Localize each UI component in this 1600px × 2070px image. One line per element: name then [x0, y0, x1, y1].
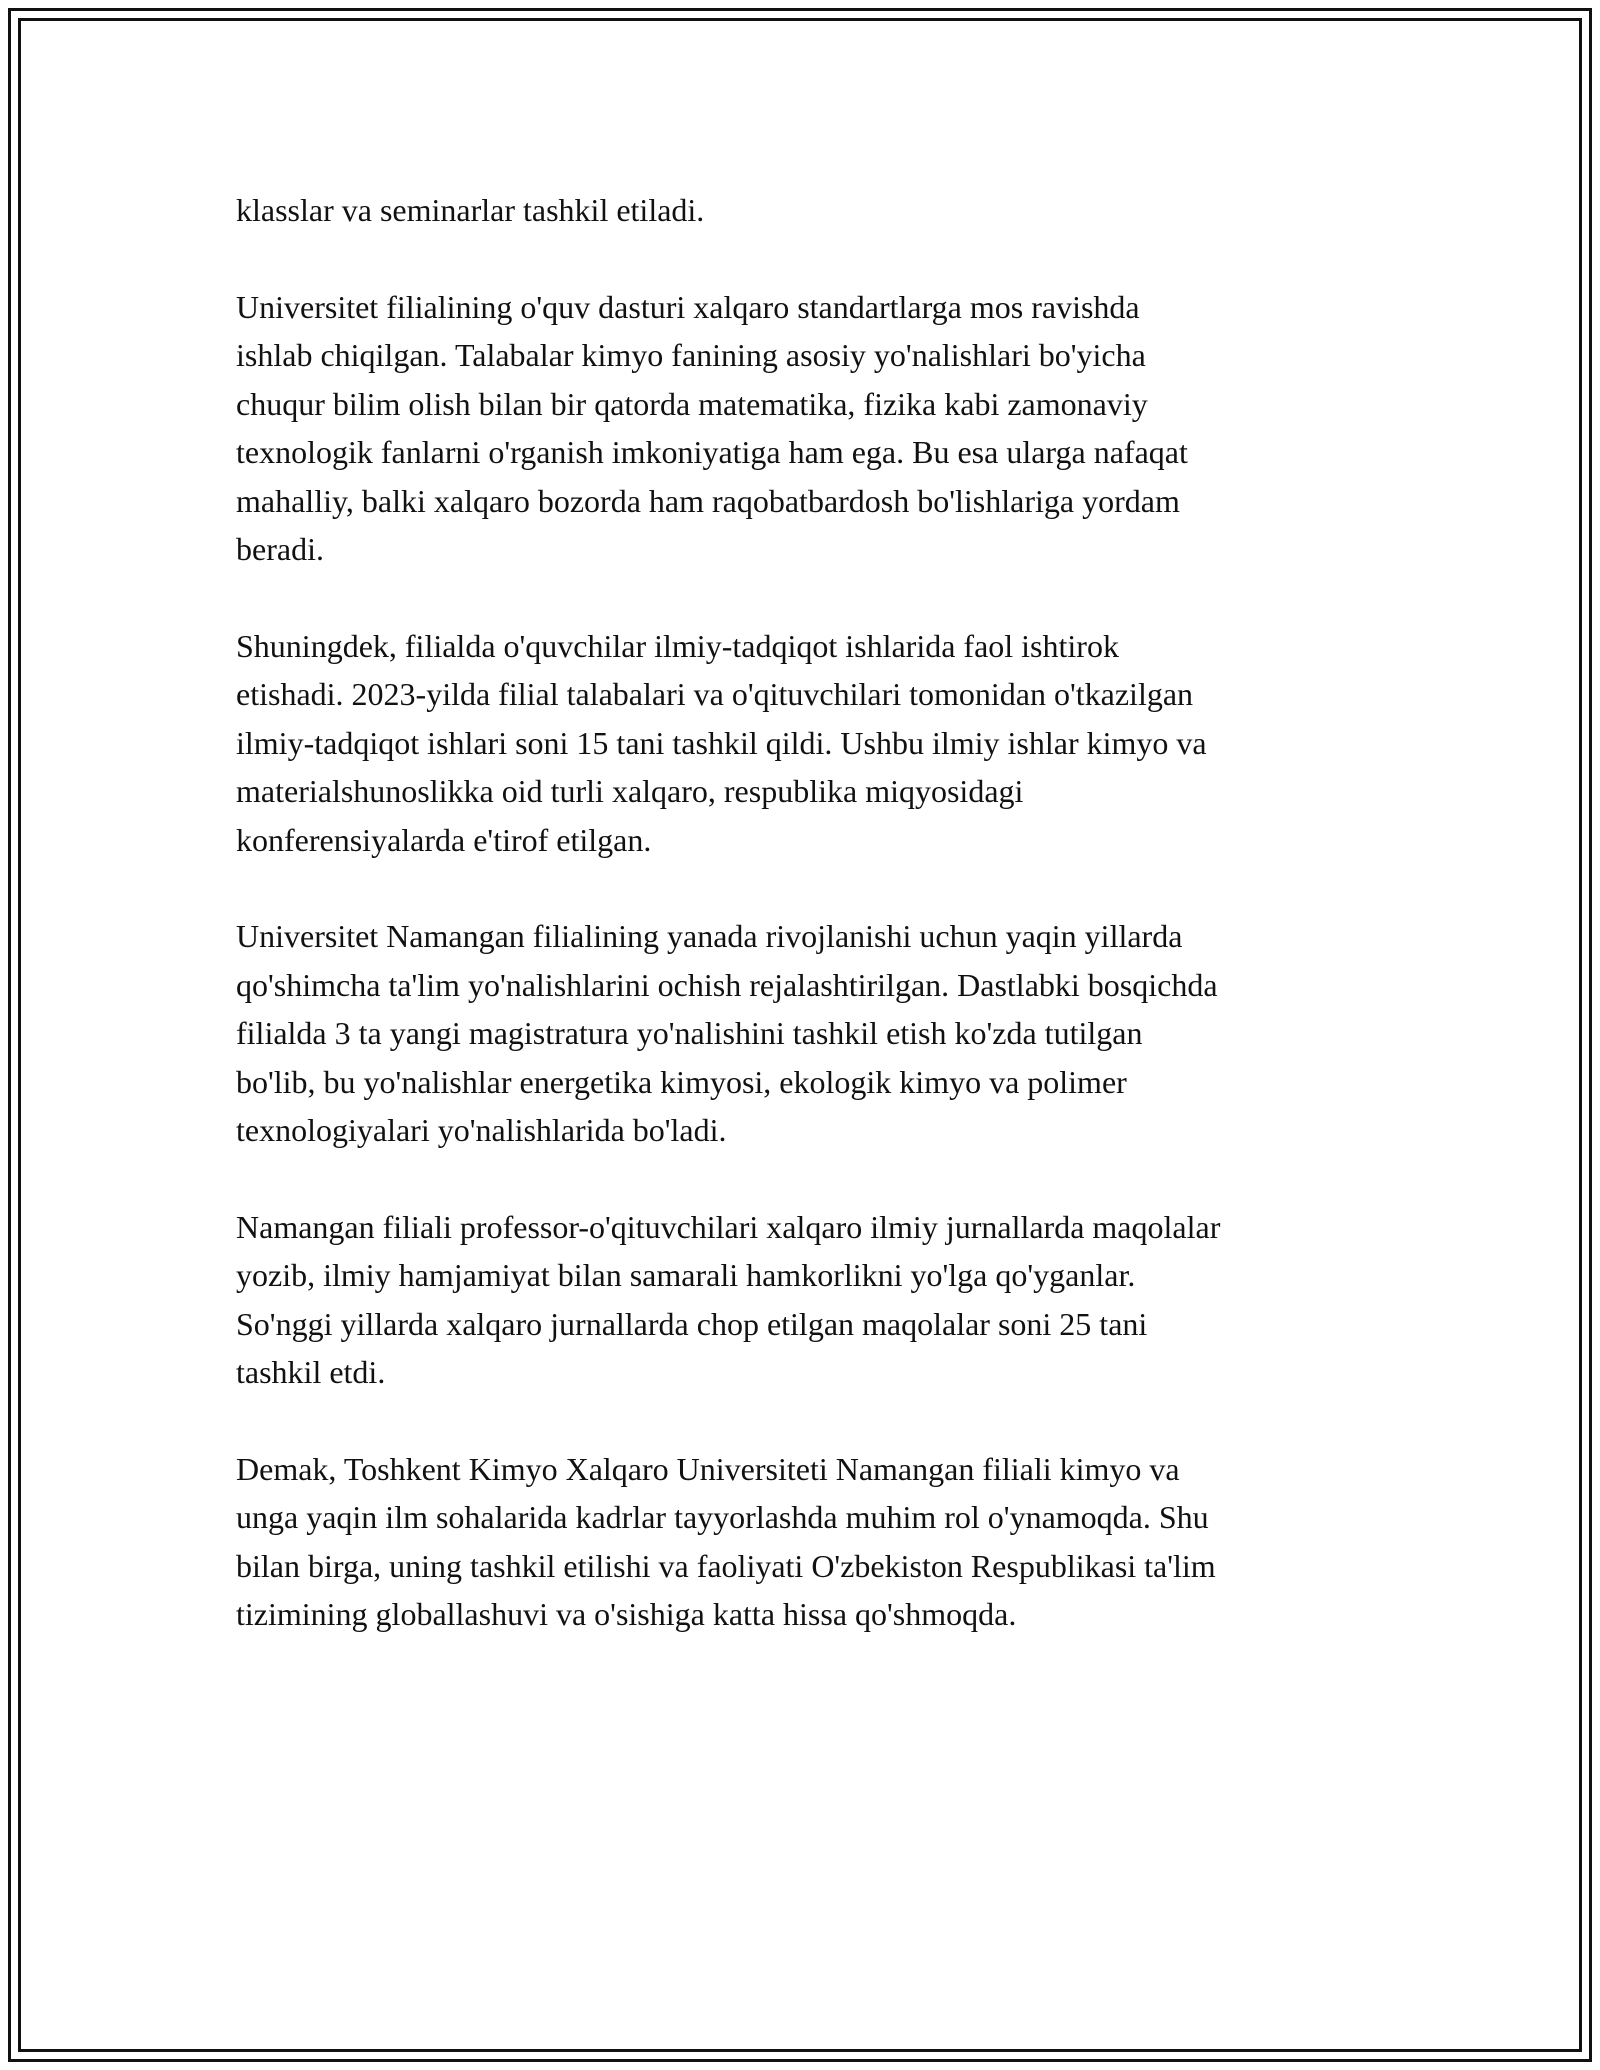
- text-line: materialshunoslikka oid turli xalqaro, respublika miqyosidagi: [236, 773, 1024, 809]
- paragraph-4: [236, 912, 1376, 1155]
- text-line: bilan birga, uning tashkil etilishi va faoliyati O'zbekiston Respublikasi ta'lim: [236, 1547, 1216, 1584]
- text-line: Universitet filialining o'quv dasturi xalqaro standartlarga mos ravishda: [236, 288, 1140, 325]
- paragraph-5: [236, 1203, 1376, 1397]
- text-line: tizimining globallashuvi va o'sishiga katta hissa qo'shmoqda.: [236, 1596, 1017, 1632]
- text-line: Universitet Namangan filialining yanada rivojlanishi uchun yaqin yillarda: [236, 918, 1183, 954]
- text-line: qo'shimcha ta'lim yo'nalishlarini ochish rejalashtirilgan. Dastlabki bosqichda: [236, 966, 1218, 1003]
- text-line: Namangan filiali professor-o'qituvchilari xalqaro ilmiy jurnallarda maqolalar: [236, 1208, 1221, 1245]
- paragraph-3: [236, 622, 1376, 865]
- text-line: ilmiy-tadqiqot ishlari soni 15 tani tashkil qildi. Ushbu ilmiy ishlar kimyo va: [236, 724, 1207, 761]
- text-line: Demak, Toshkent Kimyo Xalqaro Universiteti Namangan filiali kimyo va: [236, 1450, 1180, 1487]
- paragraph-1: [236, 186, 1376, 235]
- text-line: chuqur bilim olish bilan bir qatorda matematika, fizika kabi zamonaviy: [236, 385, 1148, 422]
- text-line: yozib, ilmiy hamjamiyat bilan samarali hamkorlikni yo'lga qo'yganlar.: [236, 1257, 1136, 1293]
- text-line: unga yaqin ilm sohalarida kadrlar tayyorlashda muhim rol o'ynamoqda. Shu: [236, 1499, 1209, 1535]
- paragraph-2: [236, 283, 1376, 574]
- paragraph-6: [236, 1445, 1376, 1639]
- text-line: bo'lib, bu yo'nalishlar energetika kimyosi, ekologik kimyo va polimer: [236, 1063, 1127, 1100]
- text-line: Shuningdek, filialda o'quvchilar ilmiy-tadqiqot ishlarida faol ishtirok: [236, 627, 1119, 664]
- text-line: beradi.: [236, 531, 324, 567]
- text-line: texnologiyalari yo'nalishlarida bo'ladi.: [236, 1112, 727, 1148]
- text-line: klasslar va seminarlar tashkil etiladi.: [236, 192, 705, 228]
- text-line: filialda 3 ta yangi magistratura yo'nalishini tashkil etish ko'zda tutilgan: [236, 1015, 1143, 1051]
- text-line: etishadi. 2023-yilda filial talabalari va o'qituvchilari tomonidan o'tkazilgan: [236, 676, 1194, 712]
- text-line: texnologik fanlarni o'rganish imkoniyatiga ham ega. Bu esa ularga nafaqat: [236, 434, 1188, 470]
- text-line: So'nggi yillarda xalqaro jurnallarda chop etilgan maqolalar soni 25 tani: [236, 1305, 1148, 1342]
- text-line: konferensiyalarda e'tirof etilgan.: [236, 821, 652, 858]
- text-line: mahalliy, balki xalqaro bozorda ham raqobatbardosh bo'lishlariga yordam: [236, 482, 1180, 519]
- document-body: [236, 186, 1376, 1687]
- text-line: tashkil etdi.: [236, 1354, 386, 1390]
- text-line: ishlab chiqilgan. Talabalar kimyo fanining asosiy yo'nalishlari bo'yicha: [236, 337, 1146, 373]
